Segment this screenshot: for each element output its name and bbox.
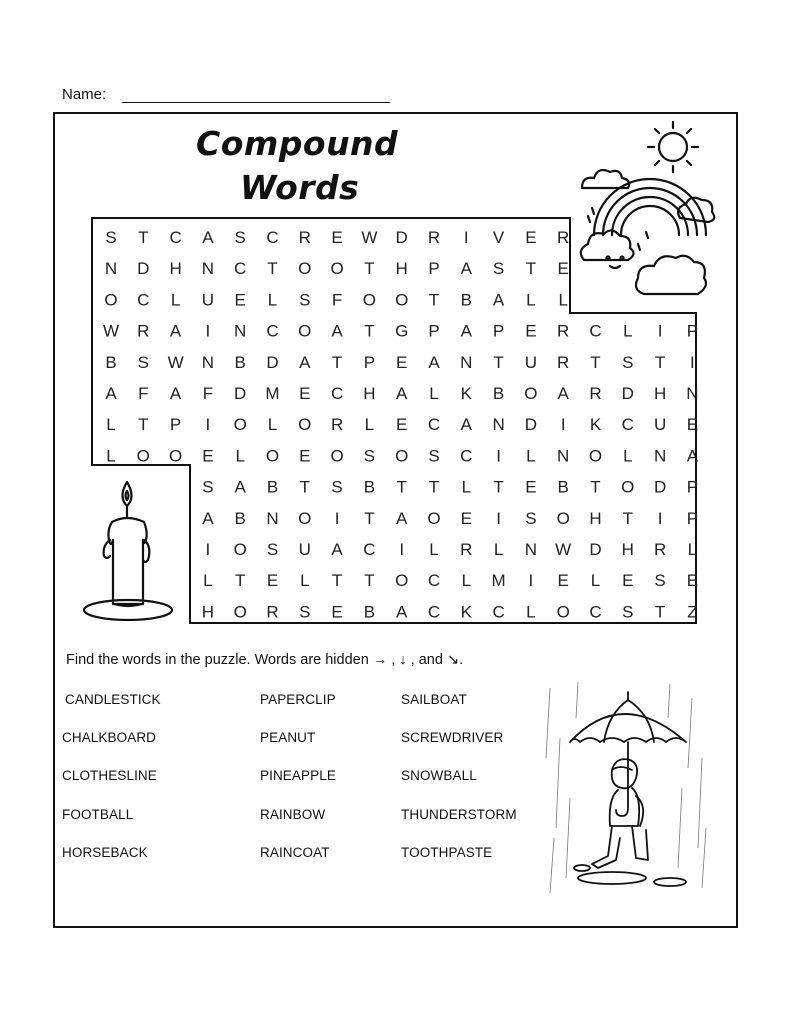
grid-letter[interactable]: L bbox=[558, 290, 568, 310]
grid-letter[interactable]: K bbox=[460, 384, 472, 403]
grid-letter[interactable]: S bbox=[654, 571, 666, 591]
grid-letter[interactable]: O bbox=[588, 446, 603, 466]
grid-letter[interactable]: E bbox=[299, 384, 311, 403]
grid-letter[interactable]: B bbox=[460, 290, 472, 310]
grid-letter[interactable]: F bbox=[331, 290, 343, 310]
grid-letter[interactable]: L bbox=[267, 415, 278, 435]
grid-letter[interactable]: L bbox=[429, 384, 439, 403]
grid-letter[interactable]: C bbox=[169, 228, 182, 247]
grid-letter[interactable]: L bbox=[526, 602, 536, 622]
grid-letter[interactable]: N bbox=[653, 446, 667, 466]
grid-letter[interactable]: E bbox=[331, 602, 343, 622]
grid-letter[interactable]: A bbox=[396, 508, 408, 528]
grid-letter[interactable]: A bbox=[299, 352, 311, 372]
grid-letter[interactable]: B bbox=[557, 477, 569, 497]
grid-letter[interactable]: S bbox=[105, 228, 117, 247]
grid-letter[interactable]: A bbox=[557, 384, 569, 403]
grid-letter[interactable]: C bbox=[427, 415, 441, 435]
grid-letter[interactable]: O bbox=[395, 290, 409, 310]
word-bank-item: HORSEBACK bbox=[62, 844, 148, 860]
grid-letter[interactable]: L bbox=[526, 446, 536, 466]
grid-letter[interactable]: T bbox=[654, 602, 666, 622]
grid-letter[interactable]: F bbox=[202, 384, 214, 403]
grid-letter[interactable]: O bbox=[330, 446, 344, 466]
grid-letter[interactable]: T bbox=[267, 259, 278, 279]
grid-letter[interactable]: W bbox=[102, 321, 120, 341]
grid-letter[interactable]: P bbox=[428, 259, 440, 279]
grid-letter[interactable]: O bbox=[395, 571, 409, 591]
name-label: Name: bbox=[62, 86, 107, 103]
grid-letter[interactable]: I bbox=[496, 446, 501, 466]
grid-letter[interactable]: T bbox=[525, 259, 537, 279]
grid-letter[interactable]: T bbox=[590, 477, 601, 497]
grid-letter[interactable]: S bbox=[137, 352, 149, 372]
grid-letter[interactable]: T bbox=[428, 477, 440, 497]
grid-letter[interactable]: A bbox=[492, 290, 505, 310]
grid-letter[interactable]: A bbox=[460, 415, 472, 435]
grid-letter[interactable]: S bbox=[525, 508, 537, 528]
grid-letter[interactable]: P bbox=[686, 477, 699, 497]
grid-letter[interactable]: S bbox=[331, 477, 343, 497]
grid-letter[interactable]: N bbox=[266, 508, 279, 528]
grid-letter[interactable]: I bbox=[657, 508, 663, 528]
grid-letter[interactable]: P bbox=[492, 321, 505, 341]
grid-letter[interactable]: U bbox=[524, 352, 538, 372]
grid-letter[interactable]: R bbox=[266, 602, 279, 622]
grid-letter[interactable]: G bbox=[395, 321, 409, 341]
grid-letter[interactable]: P bbox=[169, 415, 182, 435]
grid-letter[interactable]: L bbox=[526, 290, 536, 310]
grid-letter[interactable]: T bbox=[299, 477, 310, 497]
grid-letter[interactable]: D bbox=[234, 384, 247, 403]
grid-letter[interactable]: T bbox=[493, 477, 504, 497]
word-bank-item: CLOTHESLINE bbox=[62, 768, 157, 784]
grid-letter[interactable]: L bbox=[267, 290, 278, 310]
grid-letter[interactable]: Z bbox=[687, 602, 698, 622]
grid-letter[interactable]: T bbox=[138, 415, 149, 435]
grid-letter[interactable]: O bbox=[524, 384, 538, 403]
grid-letter[interactable]: O bbox=[168, 446, 183, 466]
grid-letter[interactable]: N bbox=[104, 259, 118, 279]
grid-letter[interactable]: S bbox=[299, 290, 311, 310]
grid-letter[interactable]: S bbox=[363, 446, 376, 466]
grid-letter[interactable]: L bbox=[364, 415, 375, 435]
grid-letter[interactable]: C bbox=[621, 415, 634, 435]
grid-letter[interactable]: T bbox=[364, 571, 375, 591]
grid-letter[interactable]: O bbox=[233, 602, 247, 622]
grid-letter[interactable]: T bbox=[364, 508, 375, 528]
grid-letter[interactable]: C bbox=[427, 602, 441, 622]
grid-letter[interactable]: M bbox=[265, 384, 280, 403]
grid-letter[interactable]: A bbox=[396, 384, 408, 403]
grid-letter[interactable]: S bbox=[622, 352, 634, 372]
grid-letter[interactable]: D bbox=[621, 384, 634, 403]
grid-letter[interactable]: I bbox=[205, 321, 211, 341]
grid-letter[interactable]: S bbox=[202, 477, 214, 497]
grid-letter[interactable]: E bbox=[202, 446, 214, 466]
grid-letter[interactable]: O bbox=[233, 415, 247, 435]
grid-letter[interactable]: K bbox=[460, 602, 472, 622]
grid-letter[interactable]: L bbox=[623, 321, 633, 341]
grid-letter[interactable]: O bbox=[427, 508, 441, 528]
grid-letter[interactable]: R bbox=[653, 540, 667, 559]
grid-letter[interactable]: W bbox=[361, 228, 378, 247]
grid-letter[interactable]: F bbox=[138, 384, 149, 403]
grid-letter[interactable]: O bbox=[556, 602, 570, 622]
grid-letter[interactable]: T bbox=[654, 352, 666, 372]
grid-letter[interactable]: R bbox=[298, 228, 311, 247]
grid-letter[interactable]: A bbox=[460, 259, 472, 279]
grid-letter[interactable]: O bbox=[621, 477, 635, 497]
grid-letter[interactable]: N bbox=[201, 259, 215, 279]
grid-letter[interactable]: O bbox=[104, 290, 118, 310]
grid-letter[interactable]: O bbox=[233, 540, 247, 559]
grid-letter[interactable]: N bbox=[492, 415, 505, 435]
grid-letter[interactable]: B bbox=[234, 508, 246, 528]
grid-letter[interactable]: L bbox=[461, 477, 472, 497]
title-line-2: Words bbox=[240, 168, 360, 207]
grid-letter[interactable]: N bbox=[460, 352, 473, 372]
grid-letter[interactable]: O bbox=[362, 290, 377, 310]
grid-letter[interactable]: I bbox=[690, 352, 695, 372]
grid-letter[interactable]: T bbox=[493, 352, 504, 372]
grid-letter[interactable]: L bbox=[429, 540, 439, 559]
word-bank-item: PAPERCLIP bbox=[260, 692, 336, 707]
grid-letter[interactable]: T bbox=[331, 352, 343, 372]
grid-letter[interactable]: C bbox=[589, 321, 602, 341]
grid-letter[interactable]: E bbox=[557, 259, 569, 279]
grid-letter[interactable]: N bbox=[234, 321, 247, 341]
grid-letter[interactable]: O bbox=[298, 415, 312, 435]
grid-letter[interactable]: T bbox=[590, 352, 601, 372]
word-bank-item: SNOWBALL bbox=[401, 768, 477, 784]
word-bank-item: RAINCOAT bbox=[260, 844, 330, 860]
grid-letter[interactable]: A bbox=[105, 384, 117, 403]
grid-letter[interactable]: E bbox=[234, 290, 246, 310]
grid-letter[interactable]: E bbox=[686, 415, 699, 435]
grid-letter[interactable]: D bbox=[524, 415, 538, 435]
grid-letter[interactable]: E bbox=[525, 228, 537, 247]
grid-letter[interactable]: W bbox=[555, 540, 572, 559]
grid-letter[interactable]: R bbox=[330, 415, 344, 435]
grid-letter[interactable]: D bbox=[653, 477, 667, 497]
grid-letter[interactable]: T bbox=[235, 571, 246, 591]
grid-letter[interactable]: E bbox=[331, 228, 343, 247]
grid-letters bbox=[103, 228, 699, 621]
grid-letter[interactable]: H bbox=[363, 384, 376, 403]
grid-letter[interactable]: L bbox=[170, 290, 181, 310]
word-bank-item: TOOTHPASTE bbox=[401, 844, 493, 860]
grid-letter[interactable]: A bbox=[331, 540, 343, 559]
grid-letter[interactable]: L bbox=[493, 540, 504, 559]
grid-letter[interactable]: N bbox=[686, 384, 699, 403]
grid-letter[interactable]: I bbox=[205, 540, 211, 559]
grid-letter[interactable]: L bbox=[687, 540, 698, 559]
grid-letter[interactable]: C bbox=[460, 446, 473, 466]
grid-letter[interactable]: N bbox=[524, 540, 538, 559]
grid-letter[interactable]: M bbox=[491, 571, 506, 591]
grid-letter[interactable]: E bbox=[396, 415, 408, 435]
grid-letter[interactable]: T bbox=[364, 321, 375, 341]
grid-letter[interactable]: A bbox=[234, 477, 246, 497]
title-line-1: Compound bbox=[196, 124, 399, 163]
grid-letter[interactable]: P bbox=[428, 321, 440, 341]
grid-letter[interactable]: E bbox=[266, 571, 279, 591]
grid-letter[interactable]: N bbox=[557, 446, 570, 466]
grid-letter[interactable]: R bbox=[557, 228, 570, 247]
grid-letter[interactable]: O bbox=[298, 259, 312, 279]
word-bank-item: FOOTBALL bbox=[62, 806, 134, 822]
grid-letter[interactable]: C bbox=[363, 540, 376, 559]
grid-letter[interactable]: T bbox=[396, 477, 407, 497]
boy-umbrella-illustration bbox=[542, 678, 712, 900]
grid-letter[interactable]: L bbox=[300, 571, 310, 591]
grid-letter[interactable]: C bbox=[266, 228, 279, 247]
grid-letter[interactable]: H bbox=[169, 259, 182, 279]
grid-letter[interactable]: A bbox=[202, 508, 214, 528]
grid-letter[interactable]: I bbox=[399, 540, 405, 559]
grid-letter[interactable]: U bbox=[298, 540, 311, 559]
word-bank-item: CHALKBOARD bbox=[62, 730, 157, 746]
grid-letter[interactable]: A bbox=[169, 384, 182, 403]
grid-letter[interactable]: C bbox=[234, 259, 247, 279]
grid-letter[interactable]: H bbox=[621, 540, 634, 559]
grid-letter[interactable]: I bbox=[560, 415, 566, 435]
grid-letter[interactable]: B bbox=[363, 477, 376, 497]
grid-letter[interactable]: R bbox=[427, 228, 441, 247]
grid-letter[interactable]: S bbox=[622, 602, 634, 622]
grid-letter[interactable]: R bbox=[460, 540, 473, 559]
grid-letter[interactable]: B bbox=[492, 384, 505, 403]
word-bank-item: SCREWDRIVER bbox=[401, 730, 504, 746]
grid-letter[interactable]: I bbox=[528, 571, 534, 591]
grid-letter[interactable]: D bbox=[589, 540, 602, 559]
grid-letter[interactable]: I bbox=[463, 228, 469, 247]
word-bank-item: PEANUT bbox=[260, 730, 316, 746]
grid-letter[interactable]: U bbox=[653, 415, 667, 435]
grid-letter[interactable]: H bbox=[395, 259, 408, 279]
grid-letter[interactable]: E bbox=[525, 477, 537, 497]
grid-letter[interactable]: T bbox=[428, 290, 440, 310]
grid-letter[interactable]: I bbox=[657, 321, 663, 341]
grid-letter[interactable]: L bbox=[203, 571, 213, 591]
grid-letter[interactable]: E bbox=[686, 571, 699, 591]
grid-letter[interactable]: L bbox=[235, 446, 245, 466]
grid-letter[interactable]: I bbox=[496, 508, 501, 528]
grid-letter[interactable]: S bbox=[299, 602, 311, 622]
grid-letter[interactable]: E bbox=[525, 321, 537, 341]
grid-letter[interactable]: B bbox=[363, 602, 376, 622]
grid-letter[interactable]: O bbox=[136, 446, 150, 466]
grid-letter[interactable]: O bbox=[395, 446, 409, 466]
grid-letter[interactable]: I bbox=[205, 415, 211, 435]
grid-letter[interactable]: A bbox=[169, 321, 182, 341]
grid-letter[interactable]: R bbox=[589, 384, 602, 403]
grid-letter[interactable]: H bbox=[589, 508, 602, 528]
grid-letter[interactable]: C bbox=[492, 602, 505, 622]
grid-letter[interactable]: E bbox=[557, 571, 569, 591]
grid-letter[interactable]: S bbox=[492, 259, 505, 279]
grid-letter[interactable]: D bbox=[266, 352, 279, 372]
grid-letter[interactable]: S bbox=[428, 446, 440, 466]
grid-letter[interactable]: B bbox=[105, 352, 117, 372]
grid-letter[interactable]: R bbox=[557, 321, 570, 341]
grid-letter[interactable]: O bbox=[298, 321, 312, 341]
grid-letter[interactable]: A bbox=[428, 352, 440, 372]
grid-letter[interactable]: L bbox=[106, 446, 116, 466]
grid-letter[interactable]: B bbox=[234, 352, 246, 372]
grid-letter[interactable]: P bbox=[686, 321, 699, 341]
grid-letter[interactable]: L bbox=[590, 571, 601, 591]
word-bank-item: THUNDERSTORM bbox=[401, 806, 517, 822]
grid-letter[interactable]: P bbox=[363, 352, 376, 372]
grid-letter[interactable]: T bbox=[331, 571, 343, 591]
candle-illustration bbox=[80, 478, 184, 624]
grid-letter[interactable]: R bbox=[557, 352, 570, 372]
word-bank-item: RAINBOW bbox=[260, 806, 326, 822]
grid-letter[interactable]: B bbox=[266, 477, 279, 497]
grid-letter[interactable]: A bbox=[460, 321, 472, 341]
grid-letter[interactable]: C bbox=[330, 384, 344, 403]
instructions-text: Find the words in the puzzle. Words are hidden → , ↓ , and ↘. bbox=[66, 652, 464, 668]
grid-letter[interactable]: W bbox=[167, 352, 184, 372]
grid-letter[interactable]: R bbox=[137, 321, 150, 341]
grid-letter[interactable]: A bbox=[202, 228, 214, 247]
grid-letter[interactable]: L bbox=[461, 571, 472, 591]
word-bank-item: SAILBOAT bbox=[401, 692, 467, 707]
grid-letter[interactable]: A bbox=[396, 602, 408, 622]
grid-letter[interactable]: E bbox=[396, 352, 408, 372]
grid-letter[interactable]: L bbox=[106, 415, 116, 435]
grid-letter[interactable]: T bbox=[138, 228, 149, 247]
grid-letter[interactable]: U bbox=[201, 290, 215, 310]
grid-letter[interactable]: T bbox=[364, 259, 375, 279]
grid-letter[interactable]: E bbox=[299, 446, 311, 466]
grid-letter[interactable]: C bbox=[427, 571, 441, 591]
grid-letter[interactable]: A bbox=[686, 446, 699, 466]
grid-letter[interactable]: T bbox=[622, 508, 633, 528]
grid-letter[interactable]: C bbox=[137, 290, 150, 310]
grid-letter[interactable]: D bbox=[137, 259, 150, 279]
grid-letter[interactable]: S bbox=[234, 228, 246, 247]
grid-letter[interactable]: E bbox=[460, 508, 472, 528]
grid-letter[interactable]: A bbox=[331, 321, 343, 341]
grid-letter[interactable]: O bbox=[330, 259, 344, 279]
grid-letter[interactable]: I bbox=[334, 508, 340, 528]
grid-letter[interactable]: V bbox=[492, 228, 505, 247]
grid-letter[interactable]: P bbox=[686, 508, 699, 528]
grid-letter[interactable]: O bbox=[556, 508, 570, 528]
grid-letter[interactable]: C bbox=[266, 321, 279, 341]
grid-letter[interactable]: H bbox=[653, 384, 667, 403]
grid-letter[interactable]: L bbox=[623, 446, 633, 466]
grid-letter[interactable]: S bbox=[266, 540, 279, 559]
grid-letter[interactable]: D bbox=[395, 228, 408, 247]
grid-letter[interactable]: N bbox=[201, 352, 215, 372]
word-bank-item: CANDLESTICK bbox=[65, 692, 161, 707]
word-bank-item: PINEAPPLE bbox=[260, 768, 336, 784]
grid-letter[interactable]: O bbox=[298, 508, 312, 528]
grid-letter[interactable]: O bbox=[265, 446, 280, 466]
grid-letter[interactable]: H bbox=[201, 602, 215, 622]
grid-letter[interactable]: K bbox=[589, 415, 602, 435]
grid-letter[interactable]: C bbox=[589, 602, 602, 622]
grid-letter[interactable]: E bbox=[622, 571, 634, 591]
